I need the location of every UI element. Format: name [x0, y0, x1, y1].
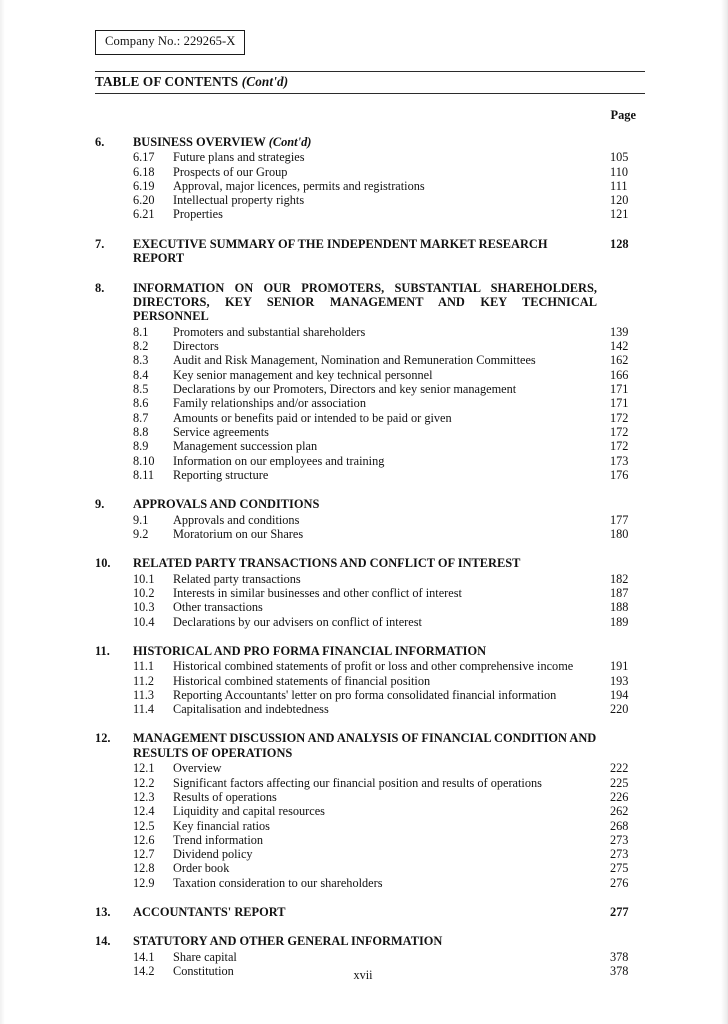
toc-section-title-text: ACCOUNTANTS' REPORT	[133, 905, 286, 920]
toc-section-number: 13.	[95, 905, 111, 920]
toc-section	[95, 281, 645, 483]
toc-subitem[interactable]	[95, 165, 645, 179]
toc-subitem[interactable]	[95, 339, 645, 353]
toc-subitem-number: 8.9	[133, 439, 149, 454]
toc-section-title	[133, 934, 601, 948]
toc-section	[95, 905, 645, 919]
toc-subitem-number: 12.3	[133, 789, 155, 804]
toc-subitem-title: Approvals and conditions	[173, 512, 300, 527]
toc-section-title	[133, 644, 601, 658]
toc-subitem-number: 12.5	[133, 818, 155, 833]
toc-section-title	[133, 237, 601, 266]
toc-section-title	[133, 905, 601, 919]
toc-section-heading[interactable]	[95, 556, 645, 570]
toc-subitem[interactable]	[95, 425, 645, 439]
toc-subitem[interactable]	[95, 411, 645, 425]
toc-subitem-number: 8.8	[133, 424, 149, 439]
toc-section-number: 8.	[95, 280, 105, 295]
toc-subitem-title: Directors	[173, 339, 219, 354]
toc-subitem-title: Taxation consideration to our shareholders	[173, 875, 383, 890]
toc-subitem[interactable]	[95, 876, 645, 890]
toc-subitem-number: 8.10	[133, 453, 155, 468]
toc-section-number: 11.	[95, 643, 110, 658]
toc-subitem-number: 6.17	[133, 150, 155, 165]
toc-subitem-number: 11.1	[133, 659, 155, 674]
toc-subitem[interactable]	[95, 674, 645, 688]
toc-subitem-number: 12.7	[133, 847, 155, 862]
toc-section-page-number: 128	[610, 236, 629, 251]
toc-subitem-number: 8.5	[133, 382, 149, 396]
toc-subitem-page-number: 110	[610, 164, 628, 179]
toc-subitem-title: Liquidity and capital resources	[173, 804, 325, 819]
toc-section-number: 6.	[95, 134, 105, 149]
toc-subitem[interactable]	[95, 454, 645, 468]
toc-subitem-number: 9.2	[133, 526, 149, 541]
toc-subitem-title: Dividend policy	[173, 847, 253, 862]
toc-section-title-text: EXECUTIVE SUMMARY OF THE INDEPENDENT MARKET RESEARCH REPORT	[133, 236, 548, 266]
toc-subitem[interactable]	[95, 819, 645, 833]
toc-subitem-page-number: 180	[610, 526, 629, 541]
toc-subitem[interactable]	[95, 325, 645, 339]
page-column-header: Page	[610, 107, 636, 122]
toc-subitem-list	[95, 572, 645, 629]
toc-subitem[interactable]	[95, 804, 645, 818]
toc-subitem-number: 8.7	[133, 410, 149, 425]
toc-subitem-number: 8.6	[133, 396, 149, 411]
toc-subitem-title: Significant factors affecting our financial position and results of operations	[173, 775, 542, 790]
page-edge-left	[0, 0, 5, 1024]
toc-subitem-number: 10.4	[133, 614, 155, 629]
toc-section-page-number: 277	[610, 905, 629, 920]
toc-subitem-title: Moratorium on our Shares	[173, 526, 304, 541]
toc-subitem-title: Future plans and strategies	[173, 150, 305, 165]
toc-subitem-number: 14.1	[133, 949, 155, 964]
toc-subitem[interactable]	[95, 353, 645, 367]
toc-subitem[interactable]	[95, 702, 645, 716]
toc-subitem[interactable]	[95, 527, 645, 541]
page-edge-right	[721, 0, 727, 1024]
toc-section-title-text: RELATED PARTY TRANSACTIONS AND CONFLICT OF INTEREST	[133, 556, 521, 571]
toc-subitem[interactable]	[95, 207, 645, 221]
toc-subitem-page-number: 378	[610, 949, 629, 964]
toc-subitem[interactable]	[95, 600, 645, 614]
toc-subitem-number: 8.1	[133, 324, 149, 339]
toc-subitem-list	[95, 659, 645, 716]
toc-subitem-page-number: 268	[610, 818, 629, 833]
toc-section-title-text: STATUTORY AND OTHER GENERAL INFORMATION	[133, 934, 443, 949]
toc-subitem-number: 6.19	[133, 178, 155, 193]
toc-subitem-number: 11.2	[133, 673, 155, 688]
toc-subitem[interactable]	[95, 833, 645, 847]
toc-subitem-number: 8.11	[133, 467, 155, 482]
toc-subitem-number: 9.1	[133, 512, 149, 527]
toc-subitem-page-number: 262	[610, 804, 629, 819]
toc-subitem[interactable]	[95, 847, 645, 861]
toc-subitem-page-number: 121	[610, 207, 629, 222]
toc-subitem[interactable]	[95, 688, 645, 702]
toc-subitem-page-number: 273	[610, 847, 629, 862]
toc-subitem[interactable]	[95, 368, 645, 382]
toc-subitem-number: 12.1	[133, 761, 155, 776]
toc-subitem-page-number: 188	[610, 600, 629, 615]
toc-subitem-number: 12.9	[133, 875, 155, 890]
toc-subitem-page-number: 111	[610, 178, 628, 193]
toc-subitem-page-number: 222	[610, 761, 629, 776]
toc-subitem-title: Properties	[173, 207, 223, 222]
toc-subitem-title: Other transactions	[173, 600, 263, 615]
toc-subitem-title: Order book	[173, 861, 230, 876]
toc-subitem-title: Intellectual property rights	[173, 193, 305, 208]
toc-subitem-page-number: 276	[610, 875, 629, 890]
toc-subitem-page-number: 191	[610, 659, 629, 674]
toc-subitem-page-number: 166	[610, 367, 629, 382]
toc-subitem-page-number: 194	[610, 687, 629, 702]
toc-subitem[interactable]	[95, 776, 645, 790]
toc-subitem-page-number: 220	[610, 702, 629, 717]
toc-subitem-title: Historical combined statements of financial position	[173, 673, 431, 688]
toc-subitem-number: 10.2	[133, 585, 155, 600]
toc-subitem-page-number: 172	[610, 439, 629, 454]
toc-section-heading[interactable]	[95, 135, 645, 149]
toc-subitem-title: Historical combined statements of profit or loss and other comprehensive income	[173, 659, 574, 674]
toc-subitem-title: Capitalisation and indebtedness	[173, 702, 329, 717]
toc-subitem-page-number: 172	[610, 424, 629, 439]
toc-subitem-title: Information on our employees and training	[173, 453, 385, 468]
toc-subitem[interactable]	[95, 761, 645, 775]
toc-subitem-number: 8.4	[133, 367, 149, 382]
toc-section-heading[interactable]	[95, 934, 645, 948]
toc-subitem-number: 8.3	[133, 353, 149, 368]
toc-subitem-page-number: 139	[610, 324, 629, 339]
toc-subitem-title: Amounts or benefits paid or intended to be paid or given	[173, 410, 452, 425]
toc-subitem-title: Constitution	[173, 964, 234, 979]
toc-subitem[interactable]	[95, 513, 645, 527]
toc-section-heading[interactable]	[95, 905, 645, 919]
toc-subitem-title: Key senior management and key technical personnel	[173, 367, 433, 382]
toc-section-title	[133, 497, 601, 511]
toc-subitem-title: Prospects of our Group	[173, 164, 288, 179]
toc-subitem-title: Management succession plan	[173, 439, 318, 454]
toc-subitem-title: Service agreements	[173, 424, 269, 439]
toc-subitem[interactable]	[95, 179, 645, 193]
toc-subitem-number: 10.1	[133, 571, 155, 586]
toc-section-heading[interactable]	[95, 281, 645, 324]
toc-section-number: 9.	[95, 497, 105, 512]
toc-section-list	[95, 135, 645, 979]
toc-section-title-text: HISTORICAL AND PRO FORMA FINANCIAL INFORMATION	[133, 643, 487, 658]
toc-section-title	[133, 731, 601, 760]
toc-subitem-number: 11.4	[133, 702, 155, 717]
page-title	[95, 74, 645, 90]
toc-subitem-title: Promoters and substantial shareholders	[173, 324, 366, 339]
toc-subitem-number: 14.2	[133, 964, 155, 979]
toc-subitem-title: Declarations by our Promoters, Directors and key senior management	[173, 382, 517, 396]
toc-subitem-number: 8.2	[133, 339, 149, 354]
toc-subitem-list	[95, 513, 645, 542]
toc-subitem[interactable]	[95, 572, 645, 586]
toc-section	[95, 237, 645, 266]
toc-section-title	[133, 281, 601, 324]
toc-subitem-page-number: 177	[610, 512, 629, 527]
toc-subitem[interactable]	[95, 396, 645, 410]
toc-section-heading[interactable]	[95, 497, 645, 511]
toc-section-title-text: INFORMATION ON OUR PROMOTERS, SUBSTANTIAL SHAREHOLDERS, DIRECTORS, KEY SENIOR MANAGEMENT AND KEY TECHNICAL PERSONNEL	[133, 280, 597, 324]
toc-section-heading[interactable]	[95, 731, 645, 760]
toc-section-number: 7.	[95, 236, 105, 251]
toc-subitem[interactable]	[95, 790, 645, 804]
toc-subitem-page-number: 187	[610, 585, 629, 600]
toc-subitem-title: Reporting structure	[173, 467, 269, 482]
toc-subitem-page-number: 226	[610, 789, 629, 804]
toc-section-number: 10.	[95, 556, 111, 571]
toc-subitem-number: 12.8	[133, 861, 155, 876]
toc-section	[95, 731, 645, 890]
toc-subitem[interactable]	[95, 659, 645, 673]
toc-subitem[interactable]	[95, 468, 645, 482]
toc-subitem-number: 6.18	[133, 164, 155, 179]
toc-section-title-text: APPROVALS AND CONDITIONS	[133, 497, 320, 512]
company-number-box: Company No.: 229265-X	[95, 30, 245, 55]
toc-subitem[interactable]	[95, 193, 645, 207]
toc-subitem-title: Overview	[173, 761, 222, 776]
toc-subitem-page-number: 173	[610, 453, 629, 468]
folio-number: xvii	[353, 968, 373, 982]
toc-subitem-page-number: 225	[610, 775, 629, 790]
toc-subitem-title: Reporting Accountants' letter on pro forma consolidated financial information	[173, 687, 557, 702]
toc-subitem-page-number: 273	[610, 832, 629, 847]
toc-subitem-number: 6.20	[133, 193, 155, 208]
toc-subitem-page-number: 182	[610, 571, 629, 586]
toc-title-text: TABLE OF CONTENTS	[95, 73, 239, 89]
toc-subitem-title: Approval, major licences, permits and registrations	[173, 178, 425, 193]
toc-subitem-page-number: 193	[610, 673, 629, 688]
toc-subitem-title: Family relationships and/or association	[173, 396, 366, 411]
toc-subitem[interactable]	[95, 439, 645, 453]
toc-subitem-number: 6.21	[133, 207, 155, 222]
toc-subitem-title: Share capital	[173, 949, 237, 964]
toc-subitem-number: 12.2	[133, 775, 155, 790]
toc-subitem[interactable]	[95, 150, 645, 164]
toc-subitem-page-number: 189	[610, 614, 629, 629]
toc-subitem-number: 12.4	[133, 804, 155, 819]
toc-subitem-page-number: 142	[610, 339, 629, 354]
toc-section	[95, 644, 645, 717]
toc-subitem-page-number: 172	[610, 410, 629, 425]
toc-subitem[interactable]	[95, 950, 645, 964]
toc-subitem-list	[95, 325, 645, 482]
toc-subitem[interactable]	[95, 615, 645, 629]
toc-title-rule-block	[95, 71, 645, 94]
toc-subitem-title: Audit and Risk Management, Nomination and Remuneration Committees	[173, 353, 536, 368]
toc-subitem-title: Key financial ratios	[173, 818, 270, 833]
toc-title-contd-text: (Cont'd)	[241, 73, 289, 89]
toc-section-title-text: MANAGEMENT DISCUSSION AND ANALYSIS OF FINANCIAL CONDITION AND RESULTS OF OPERATIONS	[133, 731, 597, 760]
toc-section-title	[133, 135, 601, 149]
toc-subitem[interactable]	[95, 382, 645, 396]
toc-subitem-title: Results of operations	[173, 789, 277, 804]
page-content	[95, 0, 645, 978]
toc-section	[95, 556, 645, 629]
toc-section-heading[interactable]	[95, 237, 645, 266]
toc-subitem-title: Interests in similar businesses and other conflict of interest	[173, 585, 462, 600]
toc-section-number: 12.	[95, 731, 111, 746]
page-folio	[0, 968, 727, 983]
toc-section-heading[interactable]	[95, 644, 645, 658]
toc-subitem-page-number: 120	[610, 193, 629, 208]
toc-subitem-number: 11.3	[133, 687, 155, 702]
toc-subitem[interactable]	[95, 861, 645, 875]
toc-subitem-list	[95, 761, 645, 890]
toc-subitem-title: Related party transactions	[173, 571, 301, 586]
toc-subitem-number: 10.3	[133, 600, 155, 615]
toc-subitem-page-number: 176	[610, 467, 629, 482]
toc-subitem-list	[95, 150, 645, 222]
toc-subitem[interactable]	[95, 586, 645, 600]
toc-section-title-text: BUSINESS OVERVIEW	[133, 134, 266, 149]
toc-section	[95, 497, 645, 541]
toc-subitem-page-number: 171	[610, 382, 629, 396]
toc-section-title-contd: (Cont'd)	[268, 134, 312, 149]
toc-section-number: 14.	[95, 934, 111, 949]
toc-subitem-page-number: 162	[610, 353, 629, 368]
toc-subitem-title: Trend information	[173, 832, 264, 847]
toc-subitem-page-number: 275	[610, 861, 629, 876]
toc-subitem-number: 12.6	[133, 832, 155, 847]
toc-section-title	[133, 556, 601, 570]
toc-section	[95, 135, 645, 222]
toc-subitem-page-number: 171	[610, 396, 629, 411]
toc-subitem-page-number: 105	[610, 150, 629, 165]
toc-subitem-title: Declarations by our advisers on conflict of interest	[173, 614, 422, 629]
toc-subitem-page-number: 378	[610, 964, 629, 979]
